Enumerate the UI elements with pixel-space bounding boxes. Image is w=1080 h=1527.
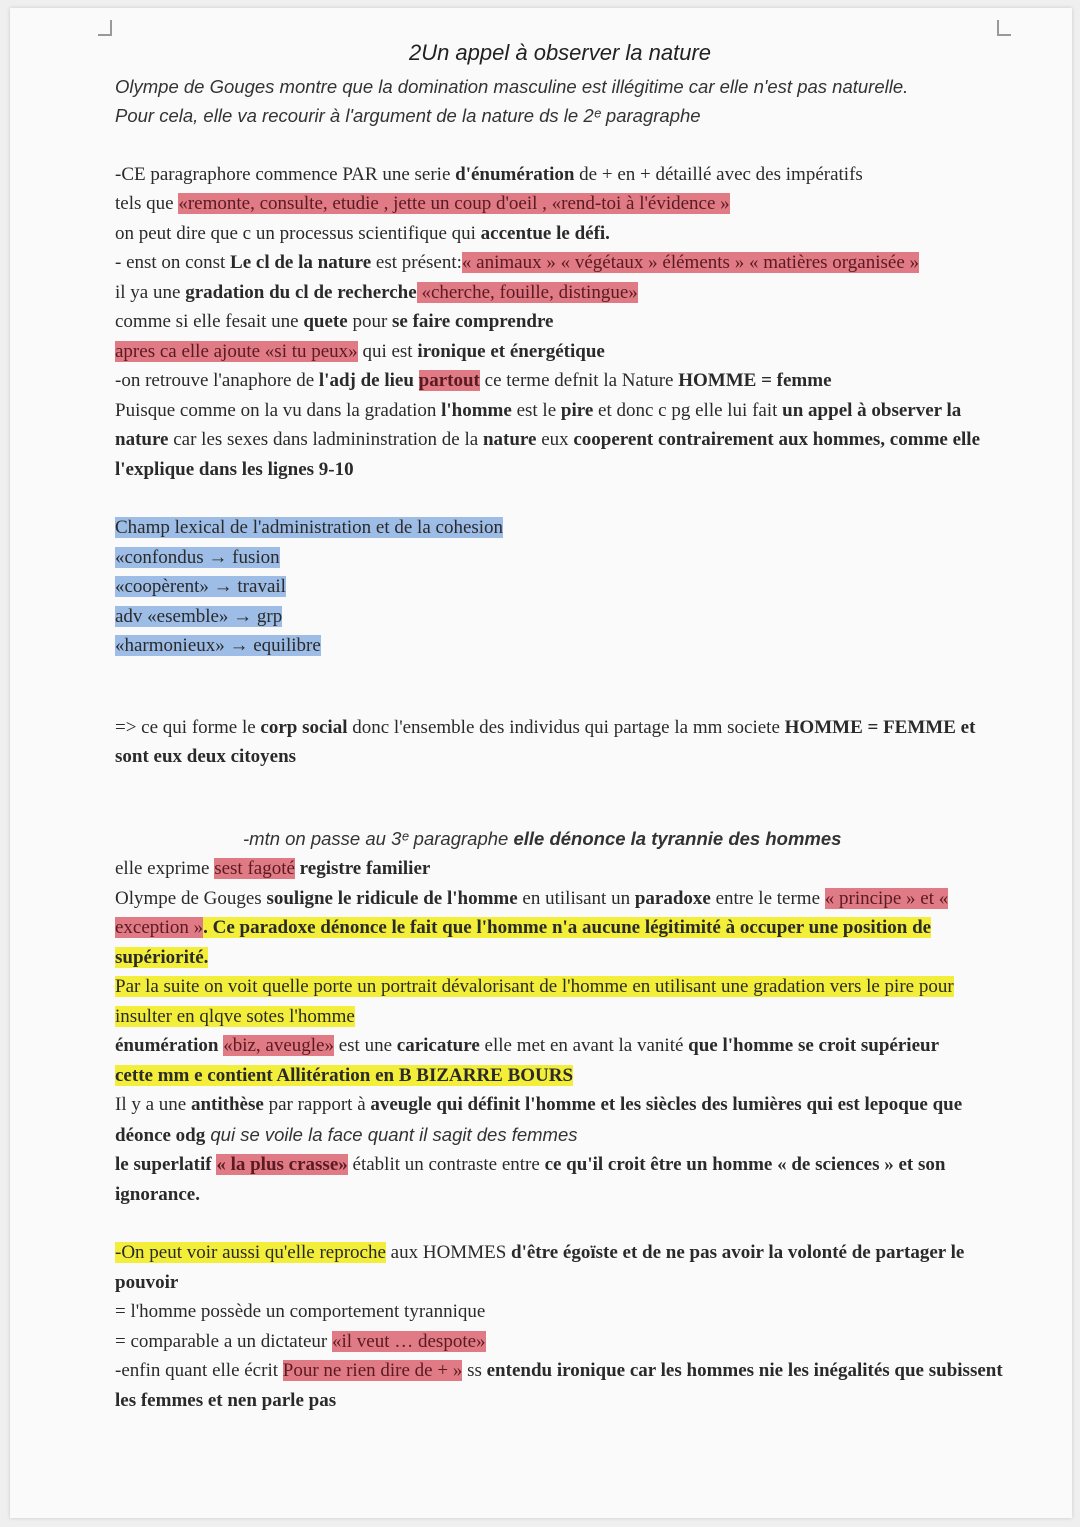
page-title: 2Un appel à observer la nature	[408, 40, 712, 65]
highlight-red: Pour ne rien dire de + »	[282, 1360, 463, 1381]
paragraph: -On peut voir aussi qu'elle reproche aux HOMMES d'être égoïste et de ne pas avoir la volonté de partager le pouvoir = l'homme possède un comportement tyrannique = comparable a un dictateur «il veut … despote» -enfin quant elle écrit Pour ne rien dire de + » ss entendu ironique car les hommes nie les inégalités que subissent les femmes et nen parle pas	[115, 1242, 1003, 1411]
document-page	[10, 8, 1072, 1518]
intro-line: Olympe de Gouges montre que la domination masculine est illégitime car elle n'est pas naturelle.	[115, 75, 909, 97]
lexical-row: adv «esemble» → grp	[115, 605, 283, 627]
lexical-row: «coopèrent» → travail	[115, 576, 286, 597]
lexical-heading: Champ lexical de l'administration et de la cohesion	[115, 517, 504, 538]
lexical-row: «harmonieux» → equilibre	[115, 635, 321, 656]
highlight-yellow: . Ce paradoxe dénonce le fait que l'homme n'a aucune légitimité à occuper une position de supériorité.	[115, 917, 932, 968]
highlight-red: « la plus crasse»	[216, 1154, 348, 1175]
highlight-red: sest fagoté	[214, 858, 295, 879]
highlight-red: «il veut … despote»	[331, 1330, 486, 1352]
highlight-red: apres ca elle ajoute «si tu peux»	[115, 340, 358, 362]
paragraph: -CE paragraphore commence PAR une serie d'énumération de + en + détaillé avec des impératifs tels que «remonte, consulte, etudie , jette un coup d'oeil , «rend-toi à l'évidence » on peut dire que c un processus scientifique qui accentue le défi. - enst on const Le cl de la nature est présent:« animaux » « végétaux » éléments » « matières organisée » il ya une gradation du cl de recherche «cherche, fouille, distingue» comme si elle fesait une quete pour se faire comprendre apres ca elle ajoute «si tu peux» qui est ironique et énergétique -on retrouve l'anaphore de l'adj de lieu partout ce terme defnit la Nature HOMME = femme Puisque comme on la vu dans la gradation l'homme est le pire et donc c pg elle lui fait un appel à observer la nature car les sexes dans ladmininstration de la nature eux cooperent contrairement aux hommes, comme elle l'explique dans les lignes 9-10	[115, 163, 981, 480]
lexical-row: «confondus → fusion	[115, 546, 280, 568]
highlight-yellow: -On peut voir aussi qu'elle reproche	[115, 1242, 386, 1263]
paragraph: => ce qui forme le corp social donc l'ensemble des individus qui partage la mm societe HOMME = FEMME et sont eux deux citoyens	[115, 716, 976, 767]
document-body	[115, 38, 1005, 1415]
lexical-field-block	[115, 513, 503, 661]
page-corner-mark	[98, 20, 112, 36]
highlight-red: «biz, aveugle»	[223, 1035, 334, 1056]
highlight-red: « principe » et « exception »	[115, 887, 949, 938]
highlight-yellow: cette mm e contient Allitération en B BIZARRE BOURS	[115, 1064, 574, 1086]
page-corner-mark	[997, 20, 1011, 36]
paragraph: -mtn on passe au 3ᵉ paragraphe elle dénonce la tyrannie des hommes elle exprime sest fagoté registre familier Olympe de Gouges souligne le ridicule de l'homme en utilisant un paradoxe entre le terme « principe » et « exception ». Ce paradoxe dénonce le fait que l'homme n'a aucune légitimité à occuper une position de supériorité. Par la suite on voit quelle porte un portrait dévalorisant de l'homme en utilisant une gradation vers le pire pour insulter en qlqve sotes l'homme énumération «biz, aveugle» est une caricature elle met en avant la vanité que l'homme se croit supérieur cette mm e contient Allitération en B BIZARRE BOURS Il y a une antithèse par rapport à aveugle qui définit l'homme et les siècles des lumières qui est lepoque que déonce odg qui se voile la face quant il sagit des femmes le superlatif « la plus crasse» établit un contraste entre ce qu'il croit être un homme « de sciences » et son ignorance.	[115, 827, 963, 1205]
highlight-red: « animaux » « végétaux » éléments » « matières organisée »	[461, 252, 920, 273]
intro-line: Pour cela, elle va recourir à l'argument de la nature ds le 2ᵉ paragraphe	[115, 105, 701, 126]
highlight-red: partout	[418, 370, 480, 391]
highlight-red: «cherche, fouille, distingue»	[416, 281, 638, 303]
highlight-red: «remonte, consulte, etudie , jette un coup d'oeil , «rend-toi à l'évidence »	[178, 193, 730, 214]
highlight-yellow: Par la suite on voit quelle porte un portrait dévalorisant de l'homme en utilisant une gradation vers le pire pour insulter en qlqve sotes l'homme	[115, 976, 954, 1027]
